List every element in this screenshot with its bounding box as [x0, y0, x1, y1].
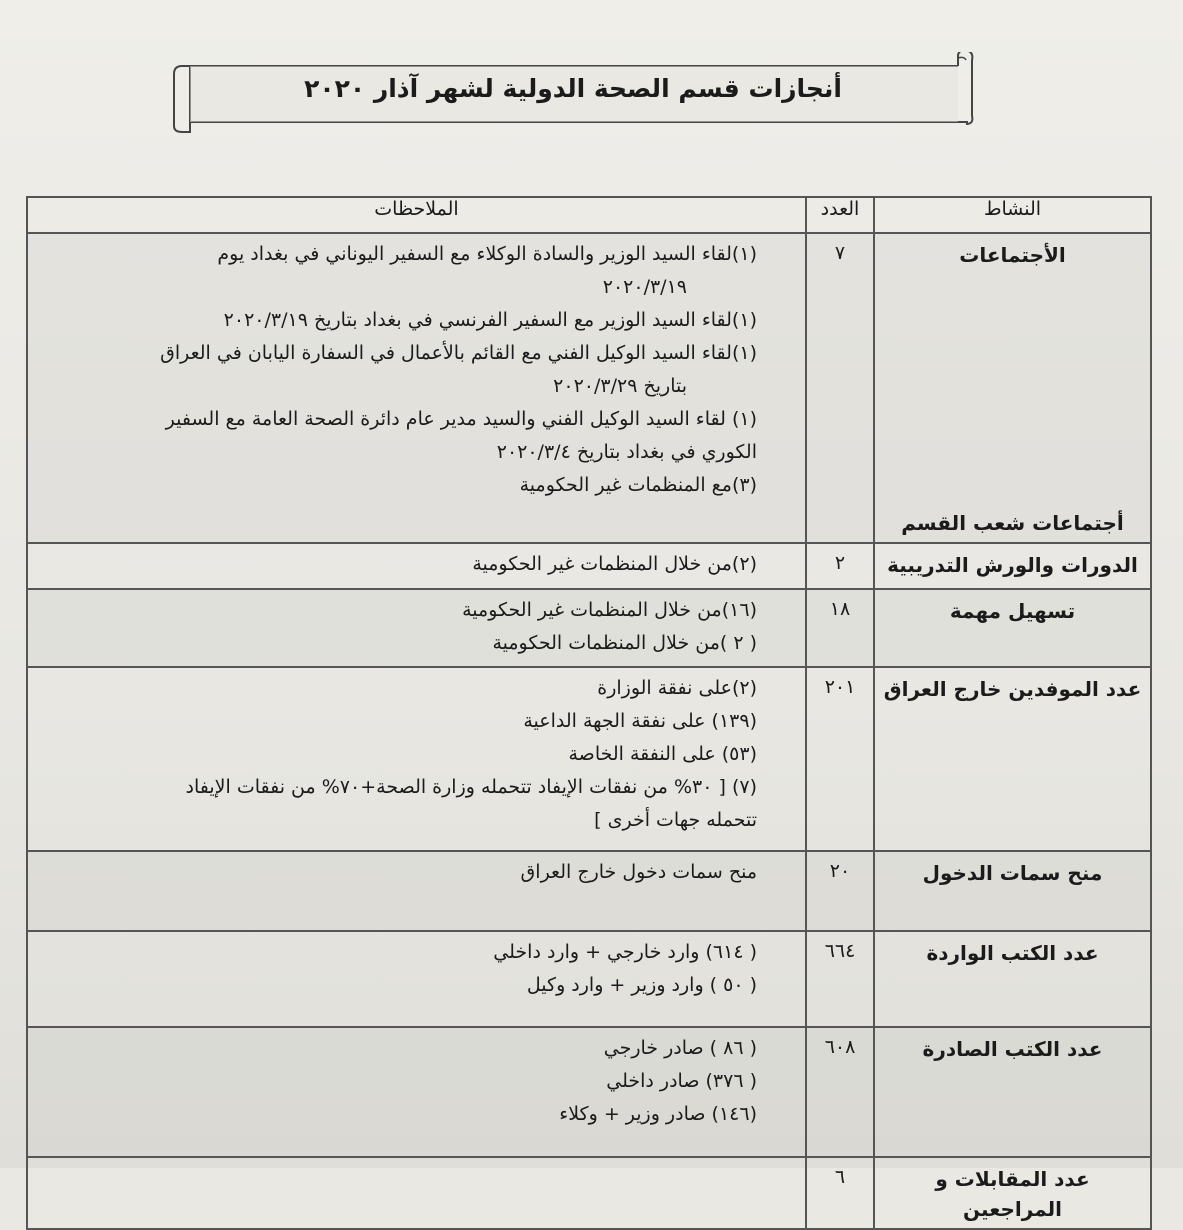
note-line: ( ٣٧٦) صادر داخلي	[606, 1070, 757, 1092]
notes-cell	[27, 851, 806, 931]
notes-cell	[27, 543, 806, 589]
table-row	[27, 1027, 1151, 1157]
note-line: (١٤٦) صادر وزير + وكلاء	[559, 1103, 757, 1125]
note-line: تتحمله جهات أخرى ]	[594, 809, 757, 831]
page-title: أنجازات قسم الصحة الدولية لشهر آذار ٢٠٢٠	[304, 74, 842, 103]
count-cell: ٧	[806, 233, 874, 543]
table-row	[27, 589, 1151, 667]
note-line: (١٦)من خلال المنظمات غير الحكومية	[462, 599, 757, 621]
table-row	[27, 543, 1151, 589]
count-cell: ٦	[806, 1157, 874, 1229]
note-line: (٣)مع المنظمات غير الحكومية	[519, 474, 757, 496]
activity-cell	[874, 233, 1151, 543]
activity-cell: عدد الكتب الواردة	[874, 931, 1151, 1027]
count-cell: ٢٠١	[806, 667, 874, 851]
note-line: (٥٣) على النفقة الخاصة	[568, 743, 757, 765]
note-line: (١)لقاء السيد الوزير والسادة الوكلاء مع السفير اليوناني في بغداد يوم	[217, 243, 757, 265]
activity-label: الأجتماعات	[959, 243, 1066, 267]
achievements-table	[26, 196, 1150, 1230]
activity-cell: عدد الموفدين خارج العراق	[874, 667, 1151, 851]
note-line: ( ٥٠ ) وارد وزير + وارد وكيل	[526, 974, 757, 996]
note-line: (٢)على نفقة الوزارة	[597, 677, 757, 699]
count-cell: ١٨	[806, 589, 874, 667]
note-line: ٢٠٢٠/٣/١٩	[602, 276, 687, 298]
activity-cell: عدد الكتب الصادرة	[874, 1027, 1151, 1157]
note-line: (١٣٩) على نفقة الجهة الداعية	[523, 710, 757, 732]
activity-cell: الدورات والورش التدريبية	[874, 543, 1151, 589]
note-line: ( ٦١٤) وارد خارجي + وارد داخلي	[493, 941, 757, 963]
note-line: منح سمات دخول خارج العراق	[520, 861, 757, 883]
activity-cell: عدد المقابلات و المراجعين	[874, 1157, 1151, 1229]
count-cell: ٢٠	[806, 851, 874, 931]
note-line: (١) لقاء السيد الوكيل الفني والسيد مدير عام دائرة الصحة العامة مع السفير	[165, 408, 757, 430]
note-line: بتاريخ ٢٠٢٠/٣/٢٩	[553, 375, 687, 397]
header-notes: الملاحظات	[27, 197, 806, 233]
header-activity: النشاط	[874, 197, 1151, 233]
table-row	[27, 931, 1151, 1027]
notes-cell	[27, 667, 806, 851]
note-line: ( ٨٦ ) صادر خارجي	[603, 1037, 757, 1059]
header-count: العدد	[806, 197, 874, 233]
note-line: الكوري في بغداد بتاريخ ٢٠٢٠/٣/٤	[496, 441, 757, 463]
table-row	[27, 667, 1151, 851]
count-cell: ٢	[806, 543, 874, 589]
note-line: (١)لقاء السيد الوكيل الفني مع القائم بالأعمال في السفارة اليابان في العراق	[160, 342, 757, 364]
activity-cell: تسهيل مهمة	[874, 589, 1151, 667]
notes-cell	[27, 233, 806, 543]
note-line: ( ٢ )من خلال المنظمات الحكومية	[492, 632, 757, 654]
table-row	[27, 233, 1151, 543]
note-line: (٧) [ ٣٠% من نفقات الإيفاد تتحمله وزارة الصحة+٧٠% من نفقات الإيفاد	[185, 776, 757, 798]
activity-cell: منح سمات الدخول	[874, 851, 1151, 931]
note-line: (١)لقاء السيد الوزير مع السفير الفرنسي في بغداد بتاريخ ٢٠٢٠/٣/١٩	[223, 309, 757, 331]
table-header-row	[27, 197, 1151, 233]
title-banner	[168, 52, 978, 134]
count-cell: ٦٠٨	[806, 1027, 874, 1157]
notes-cell	[27, 931, 806, 1027]
table-row	[27, 851, 1151, 931]
notes-cell	[27, 1027, 806, 1157]
notes-cell	[27, 589, 806, 667]
note-line: (٢)من خلال المنظمات غير الحكومية	[472, 553, 757, 575]
activity-sub-label: أجتماعات شعب القسم	[901, 511, 1124, 535]
count-cell: ٦٦٤	[806, 931, 874, 1027]
